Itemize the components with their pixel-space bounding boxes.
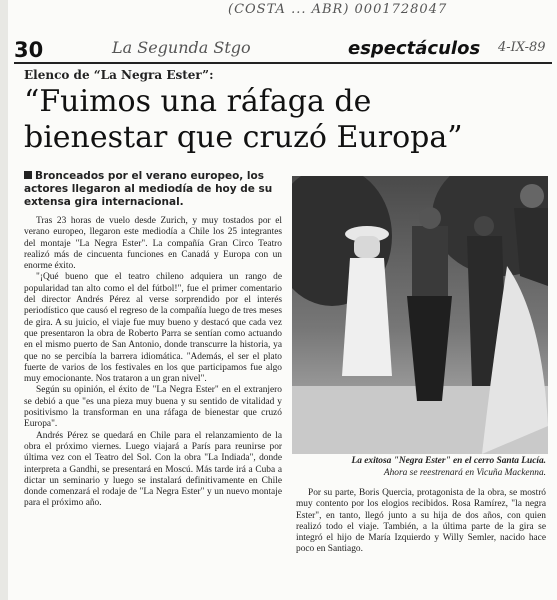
article-body	[24, 216, 282, 510]
news-photo	[292, 176, 548, 454]
caption-line-2: Ahora se reestrenará en Vicuña Mackenna.	[383, 467, 546, 478]
photo-illustration	[292, 176, 548, 454]
paper-edge	[0, 0, 8, 600]
bullet-square-icon	[24, 171, 32, 179]
body-paragraph: Por su parte, Boris Quercia, protagonista de la obra, se mostró muy contento por los elogios recibidos. Rosa Ramírez, "la negra Ester", en tanto, llegó junto a su hija de dos años, con quien realizó todo el viaje. También, a la última parte de la gira se integró el hijo de María Izquierdo y Willy Semler, nacido hace poco en Santiago.	[296, 488, 546, 555]
photo-caption	[296, 456, 546, 479]
deck-text: Bronceados por el verano europeo, los actores llegaron al mediodía de hoy de su extensa gira internacional.	[24, 170, 273, 208]
kicker: Elenco de “La Negra Ester”:	[24, 68, 214, 82]
section-title: espectáculos	[348, 38, 481, 59]
headline: “Fuimos una ráfaga de bienestar que cruzó Europa”	[24, 84, 463, 155]
body-paragraph: Andrés Pérez se quedará en Chile para el relanzamiento de la obra el próximo viernes. Luego viajará a París para reunirse por última vez con el Teatro del Sol. Con la obra "La Indiada", donde interpreta a Gandhi, se presentará en Moscú. Más tarde irá a Cuba a dictar un seminario y luego se instalará definitivamente en Chile donde comenzará el rodaje de "La Negra Ester" y un nuevo montaje para el próximo año.	[24, 430, 282, 509]
deck	[24, 170, 286, 209]
handwritten-source: La Segunda Stgo	[112, 38, 251, 57]
handwritten-archive-code: (COSTA ... ABR) 0001728047	[228, 2, 448, 17]
page-number: 30	[14, 38, 44, 62]
caption-line-1: La exitosa "Negra Ester" en el cerro Santa Lucía.	[351, 456, 546, 466]
body-paragraph: "¡Qué bueno que el teatro chileno adquiera un rango de popularidad tan alto como el del fútbol!", fue el primer comentario del director Andrés Pérez al verse sorprendido por el interés periodístico que causó el regreso de la compañía luego de tres meses de gira. A su juicio, el viaje fue muy bueno y destacó que cada vez que presentaron la obra de Roberto Parra se sentían como actuando en el mismo puerto de San Antonio, donde transcurre la historia, ya que no se percibía la barrera idiomática. "Además, el ser el plato fuerte de varios de los festivales en los que participamos fue algo muy emocionante. Nos trataron a un gran nivel".	[24, 272, 282, 385]
handwritten-date: 4-IX-89	[498, 40, 546, 55]
article-body-continued	[296, 488, 546, 556]
body-paragraph: Según su opinión, el éxito de "La Negra Ester" en el extranjero se debió a que "es una pieza muy buena y su sentido de vitalidad y positivismo la transforman en una ráfaga de bienestar que cruzó Europa".	[24, 385, 282, 430]
body-paragraph: Tras 23 horas de vuelo desde Zurich, y muy tostados por el verano europeo, llegaron este mediodía a Chile los 25 integrantes del montaje "La Negra Ester". La compañía Gran Circo Teatro realizó más de cincuenta funciones en Canadá y Europa con un enorme éxito.	[24, 216, 282, 272]
header-rule	[14, 62, 552, 64]
